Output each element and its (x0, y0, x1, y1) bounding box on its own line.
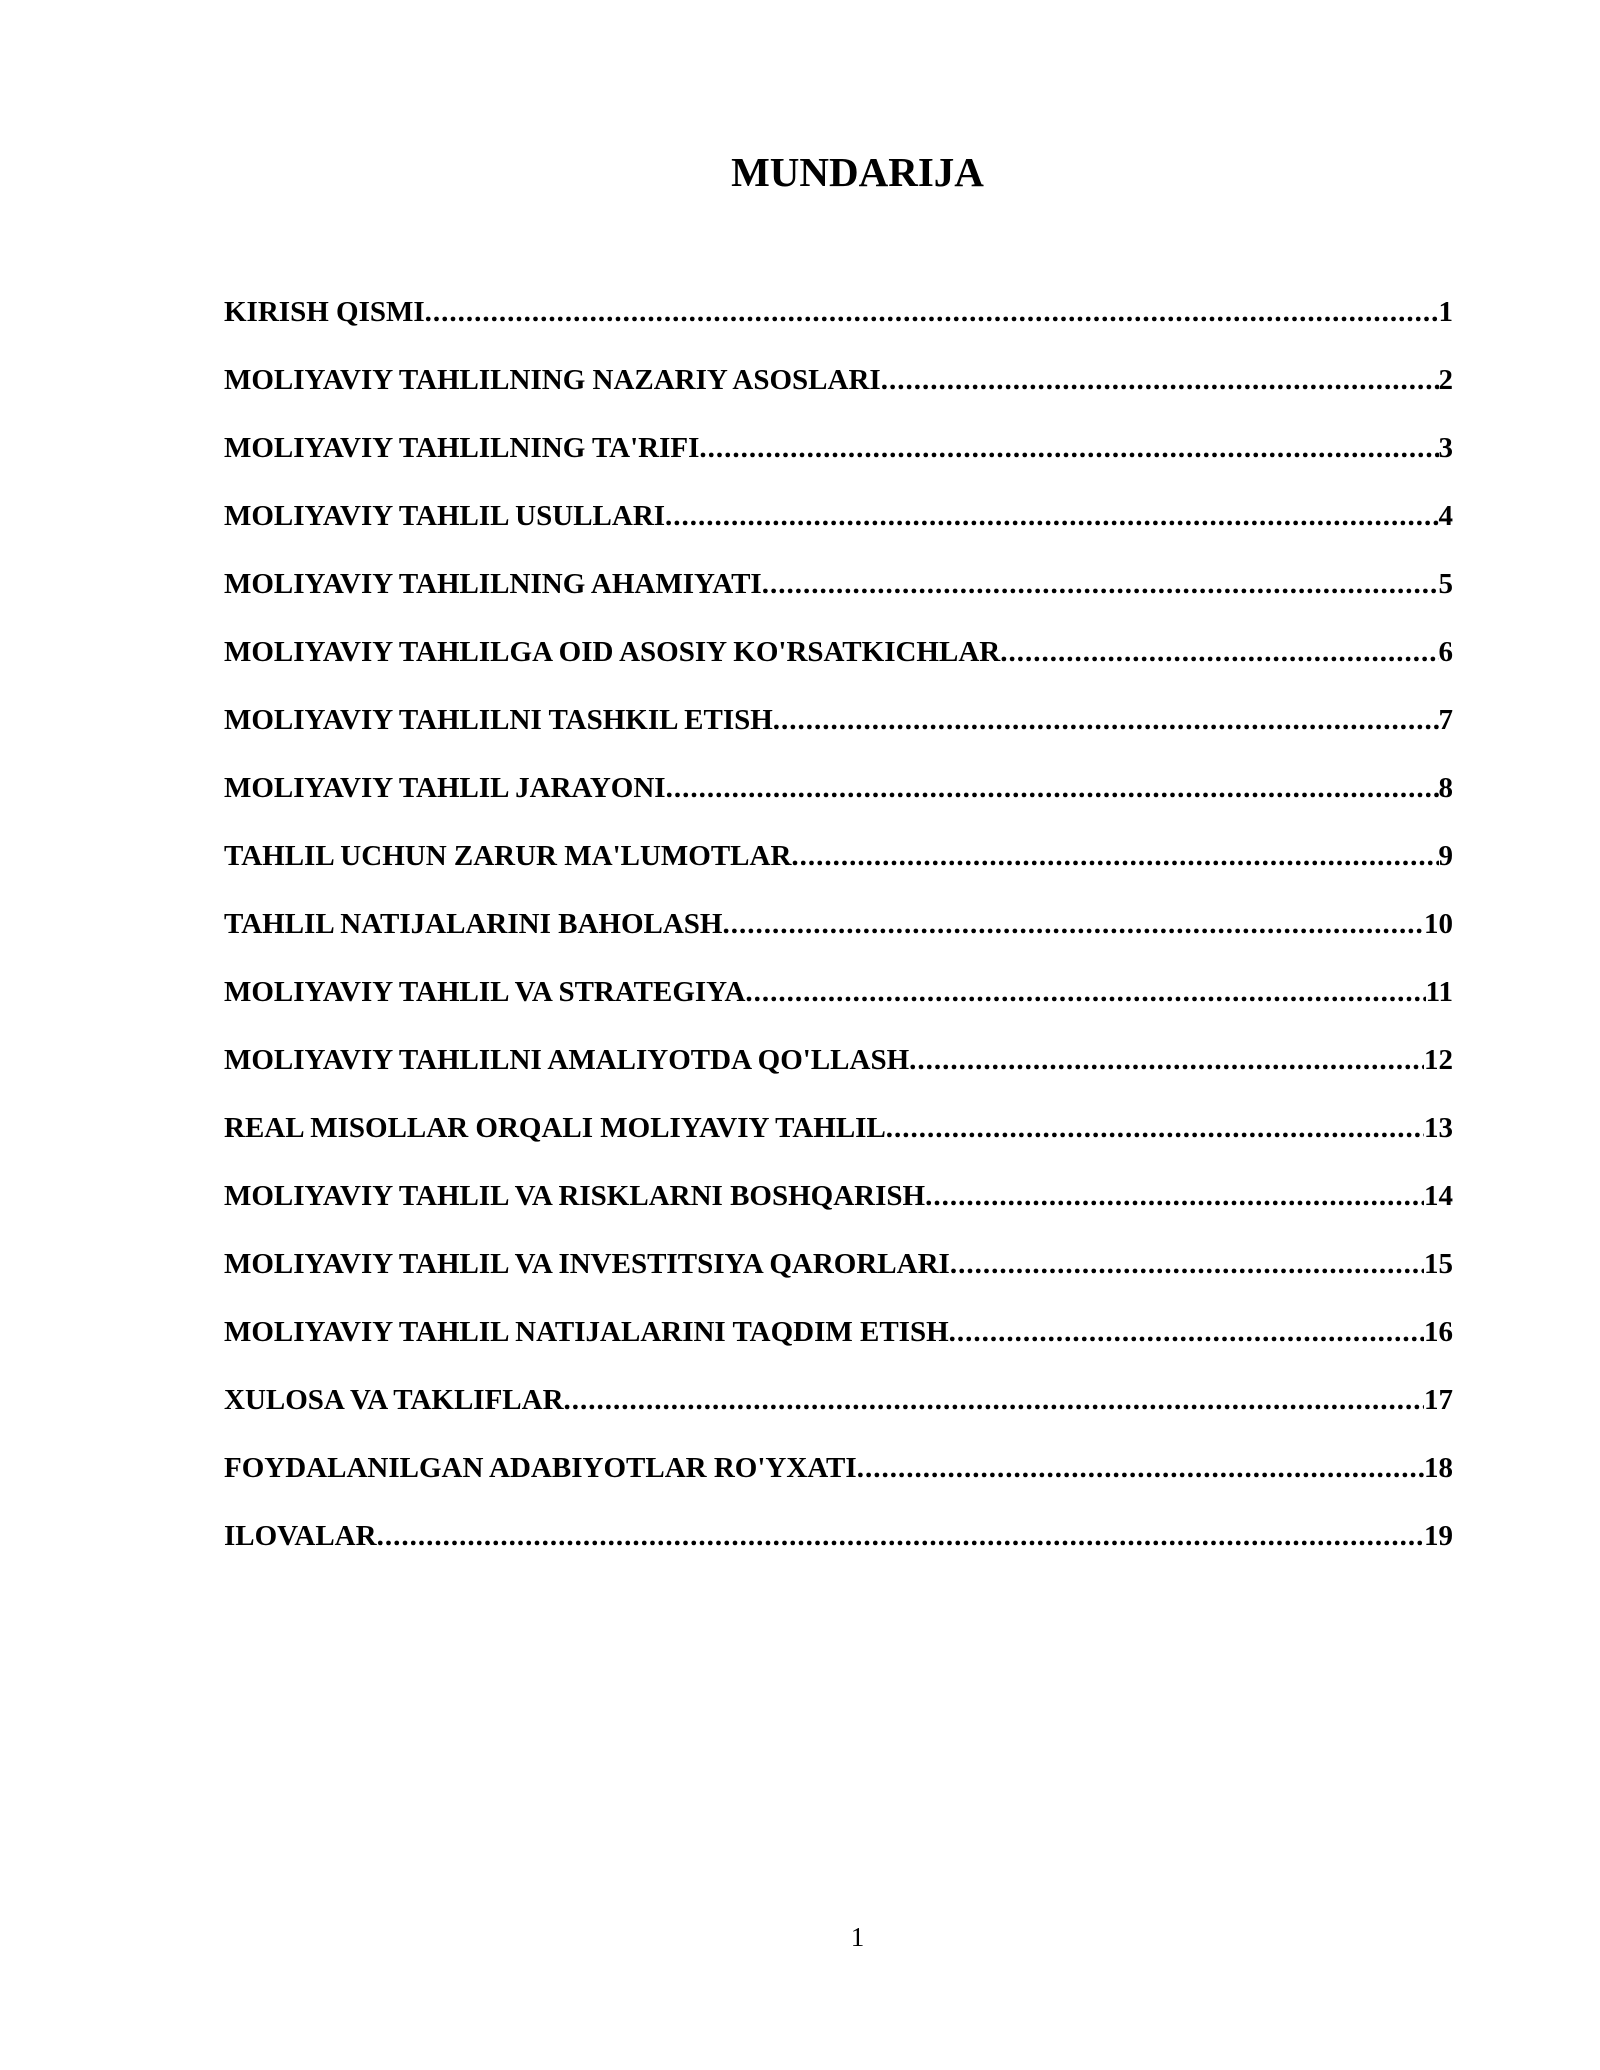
toc-entry-title: FOYDALANILGAN ADABIYOTLAR RO'YXATI (224, 1452, 857, 1484)
toc-entry-page-number: 12 (1424, 1044, 1453, 1076)
toc-entry-page-number: 10 (1424, 908, 1453, 940)
toc-dot-leader (909, 1040, 1424, 1080)
toc-entry-title: MOLIYAVIY TAHLIL VA STRATEGIYA (224, 976, 746, 1008)
toc-entry-title: MOLIYAVIY TAHLILNING AHAMIYATI (224, 568, 762, 600)
toc-entry-title: TAHLIL NATIJALARINI BAHOLASH (224, 908, 723, 940)
table-of-contents (224, 292, 1453, 1584)
toc-dot-leader (950, 1244, 1424, 1284)
toc-dot-leader (773, 700, 1439, 740)
toc-entry-title: MOLIYAVIY TAHLILGA OID ASOSIY KO'RSATKICHLAR (224, 636, 1001, 668)
toc-entry-title: MOLIYAVIY TAHLIL VA RISKLARNI BOSHQARISH (224, 1180, 926, 1212)
toc-entry-page-number: 17 (1424, 1384, 1453, 1416)
toc-entry-title: MOLIYAVIY TAHLIL NATIJALARINI TAQDIM ETISH (224, 1316, 949, 1348)
toc-dot-leader (881, 360, 1439, 400)
toc-entry-page-number: 7 (1438, 704, 1453, 736)
toc-entry-title: MOLIYAVIY TAHLILNI TASHKIL ETISH (224, 704, 773, 736)
toc-entry-page-number: 5 (1438, 568, 1453, 600)
toc-entry-title: MOLIYAVIY TAHLIL USULLARI (224, 500, 666, 532)
toc-entry[interactable] (224, 360, 1453, 428)
toc-dot-leader (762, 564, 1439, 604)
toc-dot-leader (745, 972, 1425, 1012)
toc-dot-leader (666, 768, 1439, 808)
toc-entry[interactable] (224, 1244, 1453, 1312)
toc-entry[interactable] (224, 1040, 1453, 1108)
toc-dot-leader (665, 496, 1438, 536)
toc-dot-leader (564, 1380, 1424, 1420)
toc-dot-leader (377, 1516, 1424, 1556)
toc-entry[interactable] (224, 1312, 1453, 1380)
toc-entry[interactable] (224, 768, 1453, 836)
toc-entry[interactable] (224, 1108, 1453, 1176)
toc-entry-page-number: 15 (1424, 1248, 1453, 1280)
page-number: 1 (850, 1922, 865, 1952)
toc-entry-title: MOLIYAVIY TAHLIL JARAYONI (224, 772, 666, 804)
toc-entry-title: ILOVALAR (224, 1520, 377, 1552)
toc-entry-page-number: 13 (1424, 1112, 1453, 1144)
toc-entry-page-number: 8 (1438, 772, 1453, 804)
toc-entry-page-number: 9 (1438, 840, 1453, 872)
toc-entry[interactable] (224, 972, 1453, 1040)
toc-entry-page-number: 1 (1438, 296, 1453, 328)
toc-dot-leader (722, 904, 1424, 944)
toc-entry[interactable] (224, 1448, 1453, 1516)
toc-entry[interactable] (224, 836, 1453, 904)
toc-entry-page-number: 4 (1438, 500, 1453, 532)
toc-dot-leader (699, 428, 1438, 468)
toc-entry-title: KIRISH QISMI (224, 296, 425, 328)
toc-entry[interactable] (224, 1176, 1453, 1244)
toc-dot-leader (886, 1108, 1424, 1148)
toc-entry-title: MOLIYAVIY TAHLIL VA INVESTITSIYA QARORLARI (224, 1248, 950, 1280)
toc-entry[interactable] (224, 428, 1453, 496)
toc-entry-title: MOLIYAVIY TAHLILNING NAZARIY ASOSLARI (224, 364, 881, 396)
toc-entry-page-number: 14 (1424, 1180, 1453, 1212)
toc-entry-page-number: 11 (1425, 976, 1453, 1008)
toc-entry-title: MOLIYAVIY TAHLILNING TA'RIFI (224, 432, 700, 464)
toc-entry-title: XULOSA VA TAKLIFLAR (224, 1384, 564, 1416)
toc-dot-leader (949, 1312, 1424, 1352)
toc-entry[interactable] (224, 1380, 1453, 1448)
toc-entry-title: TAHLIL UCHUN ZARUR MA'LUMOTLAR (224, 840, 792, 872)
toc-entry-page-number: 16 (1424, 1316, 1453, 1348)
toc-dot-leader (1000, 632, 1438, 672)
toc-dot-leader (425, 292, 1439, 332)
toc-entry-page-number: 18 (1424, 1452, 1453, 1484)
toc-entry[interactable] (224, 292, 1453, 360)
toc-dot-leader (925, 1176, 1424, 1216)
page-title: MUNDARIJA (731, 149, 984, 195)
toc-entry-title: REAL MISOLLAR ORQALI MOLIYAVIY TAHLIL (224, 1112, 886, 1144)
toc-entry[interactable] (224, 1516, 1453, 1584)
toc-entry-page-number: 3 (1438, 432, 1453, 464)
toc-entry[interactable] (224, 564, 1453, 632)
toc-dot-leader (857, 1448, 1424, 1488)
toc-entry-title: MOLIYAVIY TAHLILNI AMALIYOTDA QO'LLASH (224, 1044, 910, 1076)
toc-entry[interactable] (224, 904, 1453, 972)
toc-entry-page-number: 19 (1424, 1520, 1453, 1552)
toc-dot-leader (791, 836, 1438, 876)
toc-entry-page-number: 6 (1438, 636, 1453, 668)
toc-entry-page-number: 2 (1438, 364, 1453, 396)
toc-entry[interactable] (224, 496, 1453, 564)
toc-entry[interactable] (224, 700, 1453, 768)
toc-entry[interactable] (224, 632, 1453, 700)
